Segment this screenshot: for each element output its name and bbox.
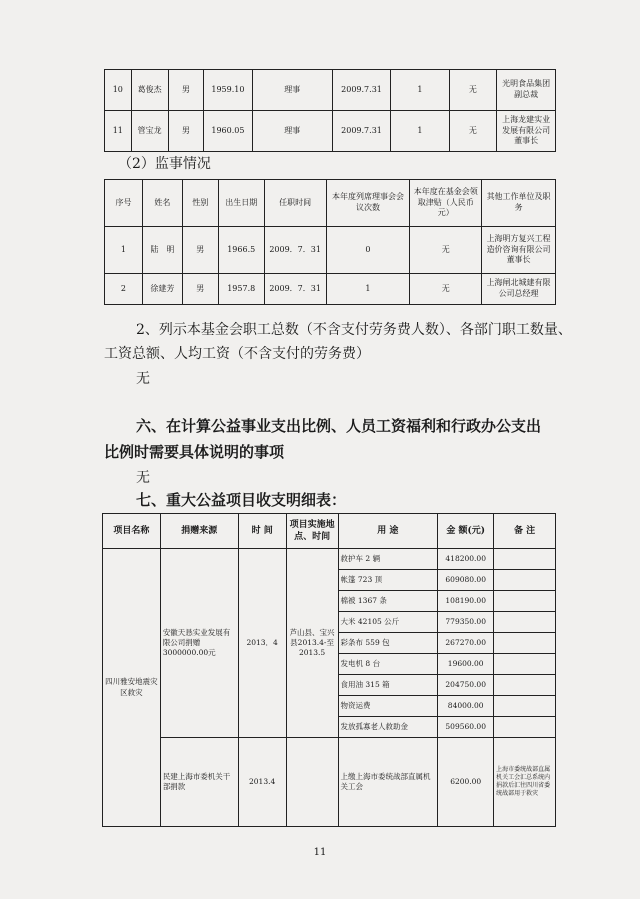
cell-gender: 男 [182,227,218,274]
cell-use: 帐篷 723 顶 [338,570,438,591]
cell-allowance: 无 [410,227,482,274]
directors-table [104,69,556,152]
cell-note [494,612,556,633]
cell-name: 陆 明 [142,227,182,274]
cell-other: 上海明方复兴工程造价咨询有限公司董事长 [482,227,556,274]
cell-other: 上海龙建实业发展有限公司董事长 [497,111,556,152]
cell-allowance: 无 [410,274,482,305]
header-note: 备 注 [494,514,556,549]
cell-donor2-note: 上海市委统战部直属机关工会汇总系统内捐款后汇往四川省委统战部用于救灾 [494,738,556,827]
header-name: 姓名 [142,180,182,227]
cell-name: 徐建芳 [142,274,182,305]
cell-amount: 779350.00 [438,612,494,633]
cell-use: 大米 42105 公斤 [338,612,438,633]
section-6-answer: 无 [136,470,150,486]
cell-amount: 108190.00 [438,591,494,612]
cell-term: 2009.7.31 [332,111,390,152]
staff-answer: 无 [136,371,150,387]
cell-use: 救护车 2 辆 [338,549,438,570]
cell-meetings: 1 [391,111,449,152]
cell-note [494,654,556,675]
table-row [105,227,556,274]
table-row [103,738,556,827]
cell-note [494,696,556,717]
cell-allowance: 无 [449,111,497,152]
table-header-row [105,180,556,227]
cell-no: 2 [105,274,143,305]
cell-amount: 418200.00 [438,549,494,570]
header-no: 序号 [105,180,143,227]
cell-no: 11 [105,111,132,152]
cell-term: 2009．7．31 [264,274,326,305]
cell-amount: 267270.00 [438,633,494,654]
staff-line-2: 工资总额、人均工资（不含支付的劳务费） [104,346,370,362]
cell-role: 理事 [252,70,332,111]
header-meetings: 本年度列席理事会会议次数 [326,180,410,227]
cell-note [494,591,556,612]
header-place: 项目实施地点、时间 [286,514,338,549]
header-project-name: 项目名称 [103,514,161,549]
cell-use: 发电机 8 台 [338,654,438,675]
cell-use: 彩条布 559 包 [338,633,438,654]
cell-donor1-place: 芦山县、宝兴县2013.4-至2013.5 [286,549,338,738]
cell-amount: 509560.00 [438,717,494,738]
cell-amount: 19600.00 [438,654,494,675]
cell-note [494,633,556,654]
cell-birth: 1957.8 [218,274,264,305]
cell-project-name: 四川雅安地震灾区救灾 [103,549,161,827]
cell-allowance: 无 [449,70,497,111]
cell-donor2-amount: 6200.00 [438,738,494,827]
table-row [105,111,556,152]
cell-donor2-place [286,738,338,827]
cell-donor1-time: 2013．4 [238,549,286,738]
cell-term: 2009．7．31 [264,227,326,274]
cell-meetings: 0 [326,227,410,274]
section-7-title: 七、重大公益项目收支明细表： [136,491,347,509]
cell-no: 1 [105,227,143,274]
cell-other: 上海闸北城建有限公司总经理 [482,274,556,305]
cell-amount: 609080.00 [438,570,494,591]
cell-gender: 男 [182,274,218,305]
cell-note [494,549,556,570]
cell-donor2-source: 民建上海市委机关干部捐款 [160,738,238,827]
staff-line-1: 2、列示本基金会职工总数（不含支付劳务费人数）、各部门职工数量、 [136,322,572,338]
header-other: 其他工作单位及职务 [482,180,556,227]
table-header-row [103,514,556,549]
cell-meetings: 1 [326,274,410,305]
header-amount: 金 额(元) [438,514,494,549]
cell-gender: 男 [168,70,203,111]
header-time: 时 间 [238,514,286,549]
cell-birth: 1966.5 [218,227,264,274]
header-source: 捐赠来源 [160,514,238,549]
cell-donor2-use: 上缴上海市委统战部直属机关工会 [338,738,438,827]
cell-no: 10 [105,70,132,111]
cell-term: 2009.7.31 [332,70,390,111]
cell-role: 理事 [252,111,332,152]
supervisors-table [104,179,556,305]
cell-gender: 男 [168,111,203,152]
cell-note [494,675,556,696]
cell-amount: 204750.00 [438,675,494,696]
cell-name: 管宝龙 [131,111,168,152]
table-row [103,549,556,570]
table-row [105,70,556,111]
cell-donor1-source: 安徽天恳实业发展有限公司捐赠3000000.00元 [160,549,238,738]
table-row [105,274,556,305]
cell-note [494,717,556,738]
cell-donor2-time: 2013.4 [238,738,286,827]
cell-meetings: 1 [391,70,449,111]
header-term: 任职时间 [264,180,326,227]
cell-use: 发放孤寡老人救助金 [338,717,438,738]
section-6-line-2: 比例时需要具体说明的事项 [104,443,285,461]
cell-birth: 1960.05 [204,111,253,152]
supervisor-heading: （2）监事情况 [118,156,211,172]
cell-amount: 84000.00 [438,696,494,717]
page-number: 11 [313,847,327,858]
header-birth: 出生日期 [218,180,264,227]
section-6-line-1: 六、在计算公益事业支出比例、人员工资福利和行政办公支出 [136,417,542,435]
header-use: 用 途 [338,514,438,549]
cell-use: 食用油 315 箱 [338,675,438,696]
cell-note [494,570,556,591]
cell-use: 物资运费 [338,696,438,717]
header-gender: 性别 [182,180,218,227]
cell-other: 光明食品集团副总裁 [497,70,556,111]
cell-birth: 1959.10 [204,70,253,111]
cell-use: 棉被 1367 条 [338,591,438,612]
header-allowance: 本年度在基金会领取津贴（人民币元） [410,180,482,227]
project-table [102,513,556,827]
cell-name: 葛俊杰 [131,70,168,111]
